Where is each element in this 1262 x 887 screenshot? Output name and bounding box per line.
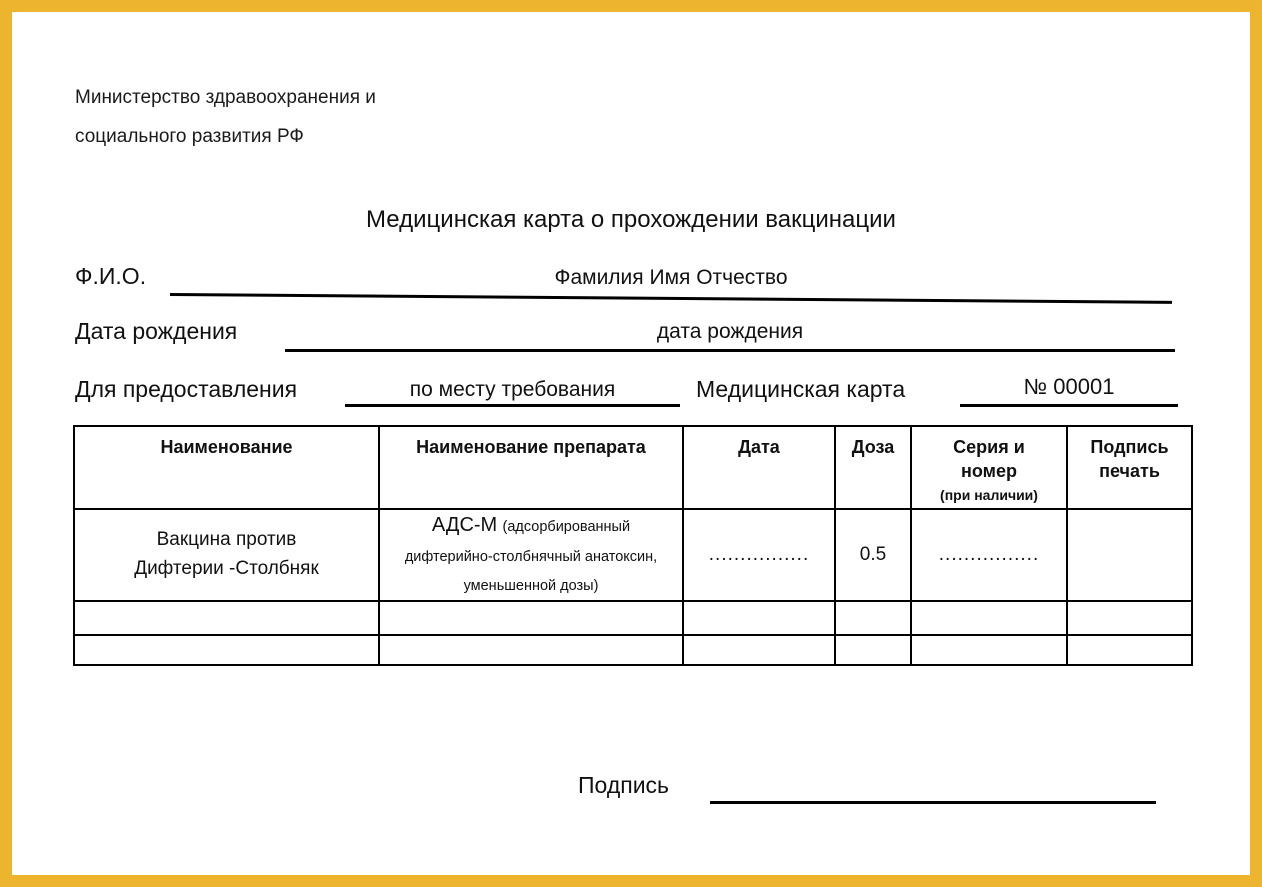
table-row bbox=[74, 601, 1192, 635]
table-row bbox=[74, 509, 1192, 601]
fio-underline bbox=[170, 293, 1172, 303]
cell-drug-name bbox=[379, 601, 683, 635]
ministry-line-2: социального развития РФ bbox=[75, 126, 304, 147]
vaccination-table bbox=[73, 425, 1193, 666]
cell-date bbox=[683, 601, 835, 635]
medical-card-underline bbox=[960, 404, 1178, 407]
cell-drug-name bbox=[379, 509, 683, 601]
provision-value: по месту требования bbox=[409, 378, 616, 401]
cell-date: ................ bbox=[683, 509, 835, 601]
cell-signature bbox=[1067, 601, 1192, 635]
cell-signature bbox=[1067, 635, 1192, 665]
cell-dose: 0.5 bbox=[835, 509, 911, 601]
document-title: Медицинская карта о прохождении вакцинации bbox=[366, 206, 896, 233]
header-cell-signature bbox=[1067, 426, 1192, 509]
series-header-text: Серия и номер bbox=[953, 437, 1025, 482]
header-cell-series bbox=[911, 426, 1067, 509]
birthdate-label: Дата рождения bbox=[75, 318, 238, 344]
vaccine-name-text: Вакцина против Дифтерии -Столбняк bbox=[134, 529, 319, 579]
cell-dose bbox=[835, 601, 911, 635]
medical-card-label: Медицинская карта bbox=[696, 376, 906, 402]
cell-vaccine-name bbox=[74, 601, 379, 635]
ministry-line-1: Министерство здравоохранения и bbox=[75, 87, 376, 108]
fio-label: Ф.И.О. bbox=[75, 263, 147, 289]
provision-label: Для предоставления bbox=[75, 376, 298, 402]
signature-header-text: Подпись печать bbox=[1090, 437, 1169, 482]
signature-underline bbox=[710, 801, 1156, 804]
cell-vaccine-name bbox=[74, 509, 379, 601]
header-cell-name: Наименование bbox=[74, 426, 379, 509]
signature-label: Подпись bbox=[578, 772, 670, 798]
cell-series: ................ bbox=[911, 509, 1067, 601]
cell-vaccine-name bbox=[74, 635, 379, 665]
cell-series bbox=[911, 601, 1067, 635]
drug-detail-text: (адсорбированный дифтерийно-столбнячный анатоксин, уменьшенной дозы) bbox=[404, 519, 658, 595]
birthdate-value: дата рождения bbox=[656, 320, 804, 343]
medical-card-number: № 00001 bbox=[1023, 374, 1115, 399]
header-cell-dose: Доза bbox=[835, 426, 911, 509]
cell-signature bbox=[1067, 509, 1192, 601]
table-row bbox=[74, 635, 1192, 665]
header-cell-date: Дата bbox=[683, 426, 835, 509]
drug-main-text: АДС-М bbox=[431, 514, 498, 536]
cell-series bbox=[911, 635, 1067, 665]
fio-value: Фамилия Имя Отчество bbox=[554, 266, 788, 289]
cell-dose bbox=[835, 635, 911, 665]
cell-drug-name bbox=[379, 635, 683, 665]
series-header-note: (при наличии) bbox=[940, 486, 1038, 503]
cell-date bbox=[683, 635, 835, 665]
header-cell-drug: Наименование препарата bbox=[379, 426, 683, 509]
birthdate-underline bbox=[285, 349, 1175, 352]
table-header-row bbox=[74, 426, 1192, 509]
ministry-header bbox=[75, 78, 376, 156]
provision-underline bbox=[345, 404, 680, 407]
